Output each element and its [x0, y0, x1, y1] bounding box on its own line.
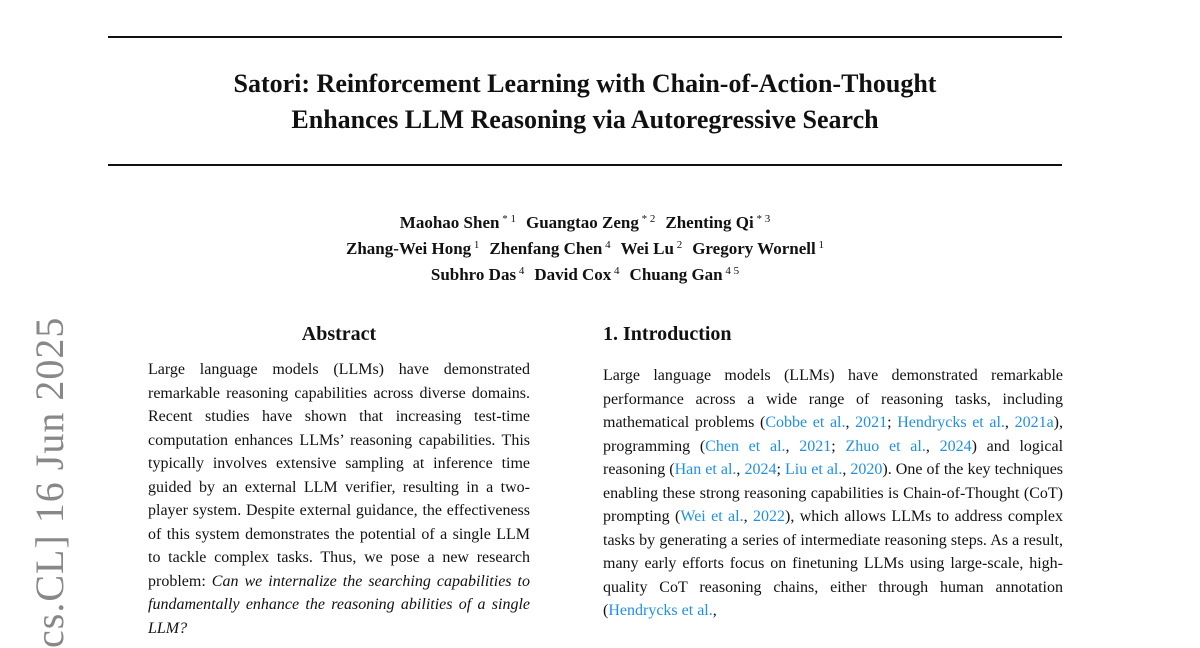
intro-text-segment: ;: [887, 414, 898, 431]
author-name: David Cox $^4$: [534, 265, 620, 284]
citation-link[interactable]: Chen et al.: [705, 437, 786, 455]
abstract-text: [148, 358, 530, 640]
intro-text-segment: ,: [925, 437, 940, 455]
citation-link[interactable]: 2021: [855, 414, 888, 431]
abstract-column: [148, 320, 530, 640]
citation-link[interactable]: 2021: [799, 437, 832, 455]
citation-link[interactable]: 2021a: [1014, 414, 1054, 431]
author-row: [108, 208, 1062, 234]
citation-link[interactable]: 2024: [939, 437, 972, 455]
author-affiliation: 4: [516, 265, 525, 277]
author-name: Chuang Gan $^{4 5}$: [629, 265, 740, 284]
introduction-text: [603, 364, 1063, 623]
author-list: [108, 208, 1062, 286]
citation-link[interactable]: 2024: [744, 461, 777, 478]
arxiv-stamp: cs.CL] 16 Jun 2025: [27, 316, 72, 648]
author-name: Maohao Shen $^{* 1}$: [399, 213, 516, 232]
intro-text-segment: ,: [785, 437, 800, 455]
author-affiliation: * 3: [753, 213, 771, 225]
author-name: Zhang-Wei Hong $^1$: [346, 239, 480, 258]
author-row: [108, 260, 1062, 286]
author-affiliation: 1: [471, 239, 480, 251]
author-name: Zhenting Qi $^{* 3}$: [665, 213, 771, 232]
paper-title: [108, 66, 1062, 138]
intro-text-segment: ,: [842, 461, 851, 478]
intro-text-segment: ,: [712, 602, 717, 619]
author-name: Gregory Wornell $^1$: [692, 239, 824, 258]
intro-text-segment: ) and logical reasoning (: [603, 437, 1064, 478]
intro-text-segment: ;: [776, 461, 785, 478]
author-affiliation: 4: [611, 265, 620, 277]
citation-link[interactable]: Zhuo et al.: [845, 437, 926, 455]
citation-link[interactable]: Han et al.: [674, 461, 737, 478]
author-name: Subhro Das $^4$: [430, 265, 525, 284]
abstract-heading: Abstract: [301, 323, 377, 345]
intro-text-segment: ,: [743, 508, 753, 525]
intro-text-segment: ,: [1004, 414, 1015, 431]
intro-text-segment: ). One of the key techniques enabling these strong reasoning capabilities is Chain-of-Thought (CoT) prompting (: [603, 461, 1064, 525]
citation-link[interactable]: Hendrycks et al.: [897, 414, 1005, 431]
introduction-column: [603, 320, 1063, 623]
title-line-2: Enhances LLM Reasoning via Autoregressive Search: [291, 105, 879, 134]
author-affiliation: * 1: [499, 213, 516, 225]
author-affiliation: * 2: [638, 213, 656, 225]
intro-text-segment: ;: [831, 437, 846, 455]
abstract-research-question: Can we internalize the searching capabilities to fundamentally enhance the reasoning abilities of a single LLM?: [148, 572, 530, 637]
intro-text-segment: ), programming (: [603, 414, 1063, 455]
intro-text-segment: ,: [845, 414, 856, 431]
intro-text-segment: ,: [736, 461, 745, 478]
intro-text-segment: ), which allows LLMs to address complex tasks by generating a series of intermediate reasoning steps. As a result, many early efforts focus on finetuning LLMs using large-scale, high-quality CoT reasoning chains, either through human annotation (: [603, 508, 1064, 619]
title-line-1: Satori: Reinforcement Learning with Chain-of-Action-Thought: [233, 69, 937, 98]
citation-link[interactable]: Wei et al.: [680, 508, 744, 525]
author-affiliation: 4 5: [722, 265, 740, 277]
author-name: Wei Lu $^2$: [620, 239, 683, 258]
citation-link[interactable]: Hendrycks et al.: [608, 602, 713, 619]
citation-link[interactable]: 2020: [850, 461, 883, 478]
author-row: [108, 234, 1062, 260]
intro-text-segment: Large language models (LLMs) have demonstrated remarkable performance across a wide range of reasoning tasks, including mathematical problems (: [603, 367, 1063, 431]
author-name: Zhenfang Chen $^4$: [489, 239, 611, 258]
top-rule: [108, 36, 1062, 38]
introduction-heading: 1. Introduction: [603, 323, 732, 345]
author-name: Guangtao Zeng $^{* 2}$: [525, 213, 656, 232]
author-affiliation: 4: [602, 239, 611, 251]
abstract-body: Large language models (LLMs) have demonstrated remarkable reasoning capabilities across diverse domains. Recent studies have shown that increasing test-time computation enhances LLMs’ reasoning capabilities. This typically involves extensive sampling at inference time guided by an external LLM verifier, resulting in a two-player system. Despite external guidance, the effectiveness of this system demonstrates the potential of a single LLM to tackle complex tasks. Thus, we pose a new research problem:: [148, 361, 530, 590]
citation-link[interactable]: Liu et al.: [784, 461, 843, 478]
bottom-rule: [108, 164, 1062, 166]
citation-link[interactable]: Cobbe et al.: [765, 414, 846, 431]
author-affiliation: 2: [673, 239, 683, 251]
citation-link[interactable]: 2022: [753, 508, 785, 525]
author-affiliation: 1: [815, 239, 824, 251]
